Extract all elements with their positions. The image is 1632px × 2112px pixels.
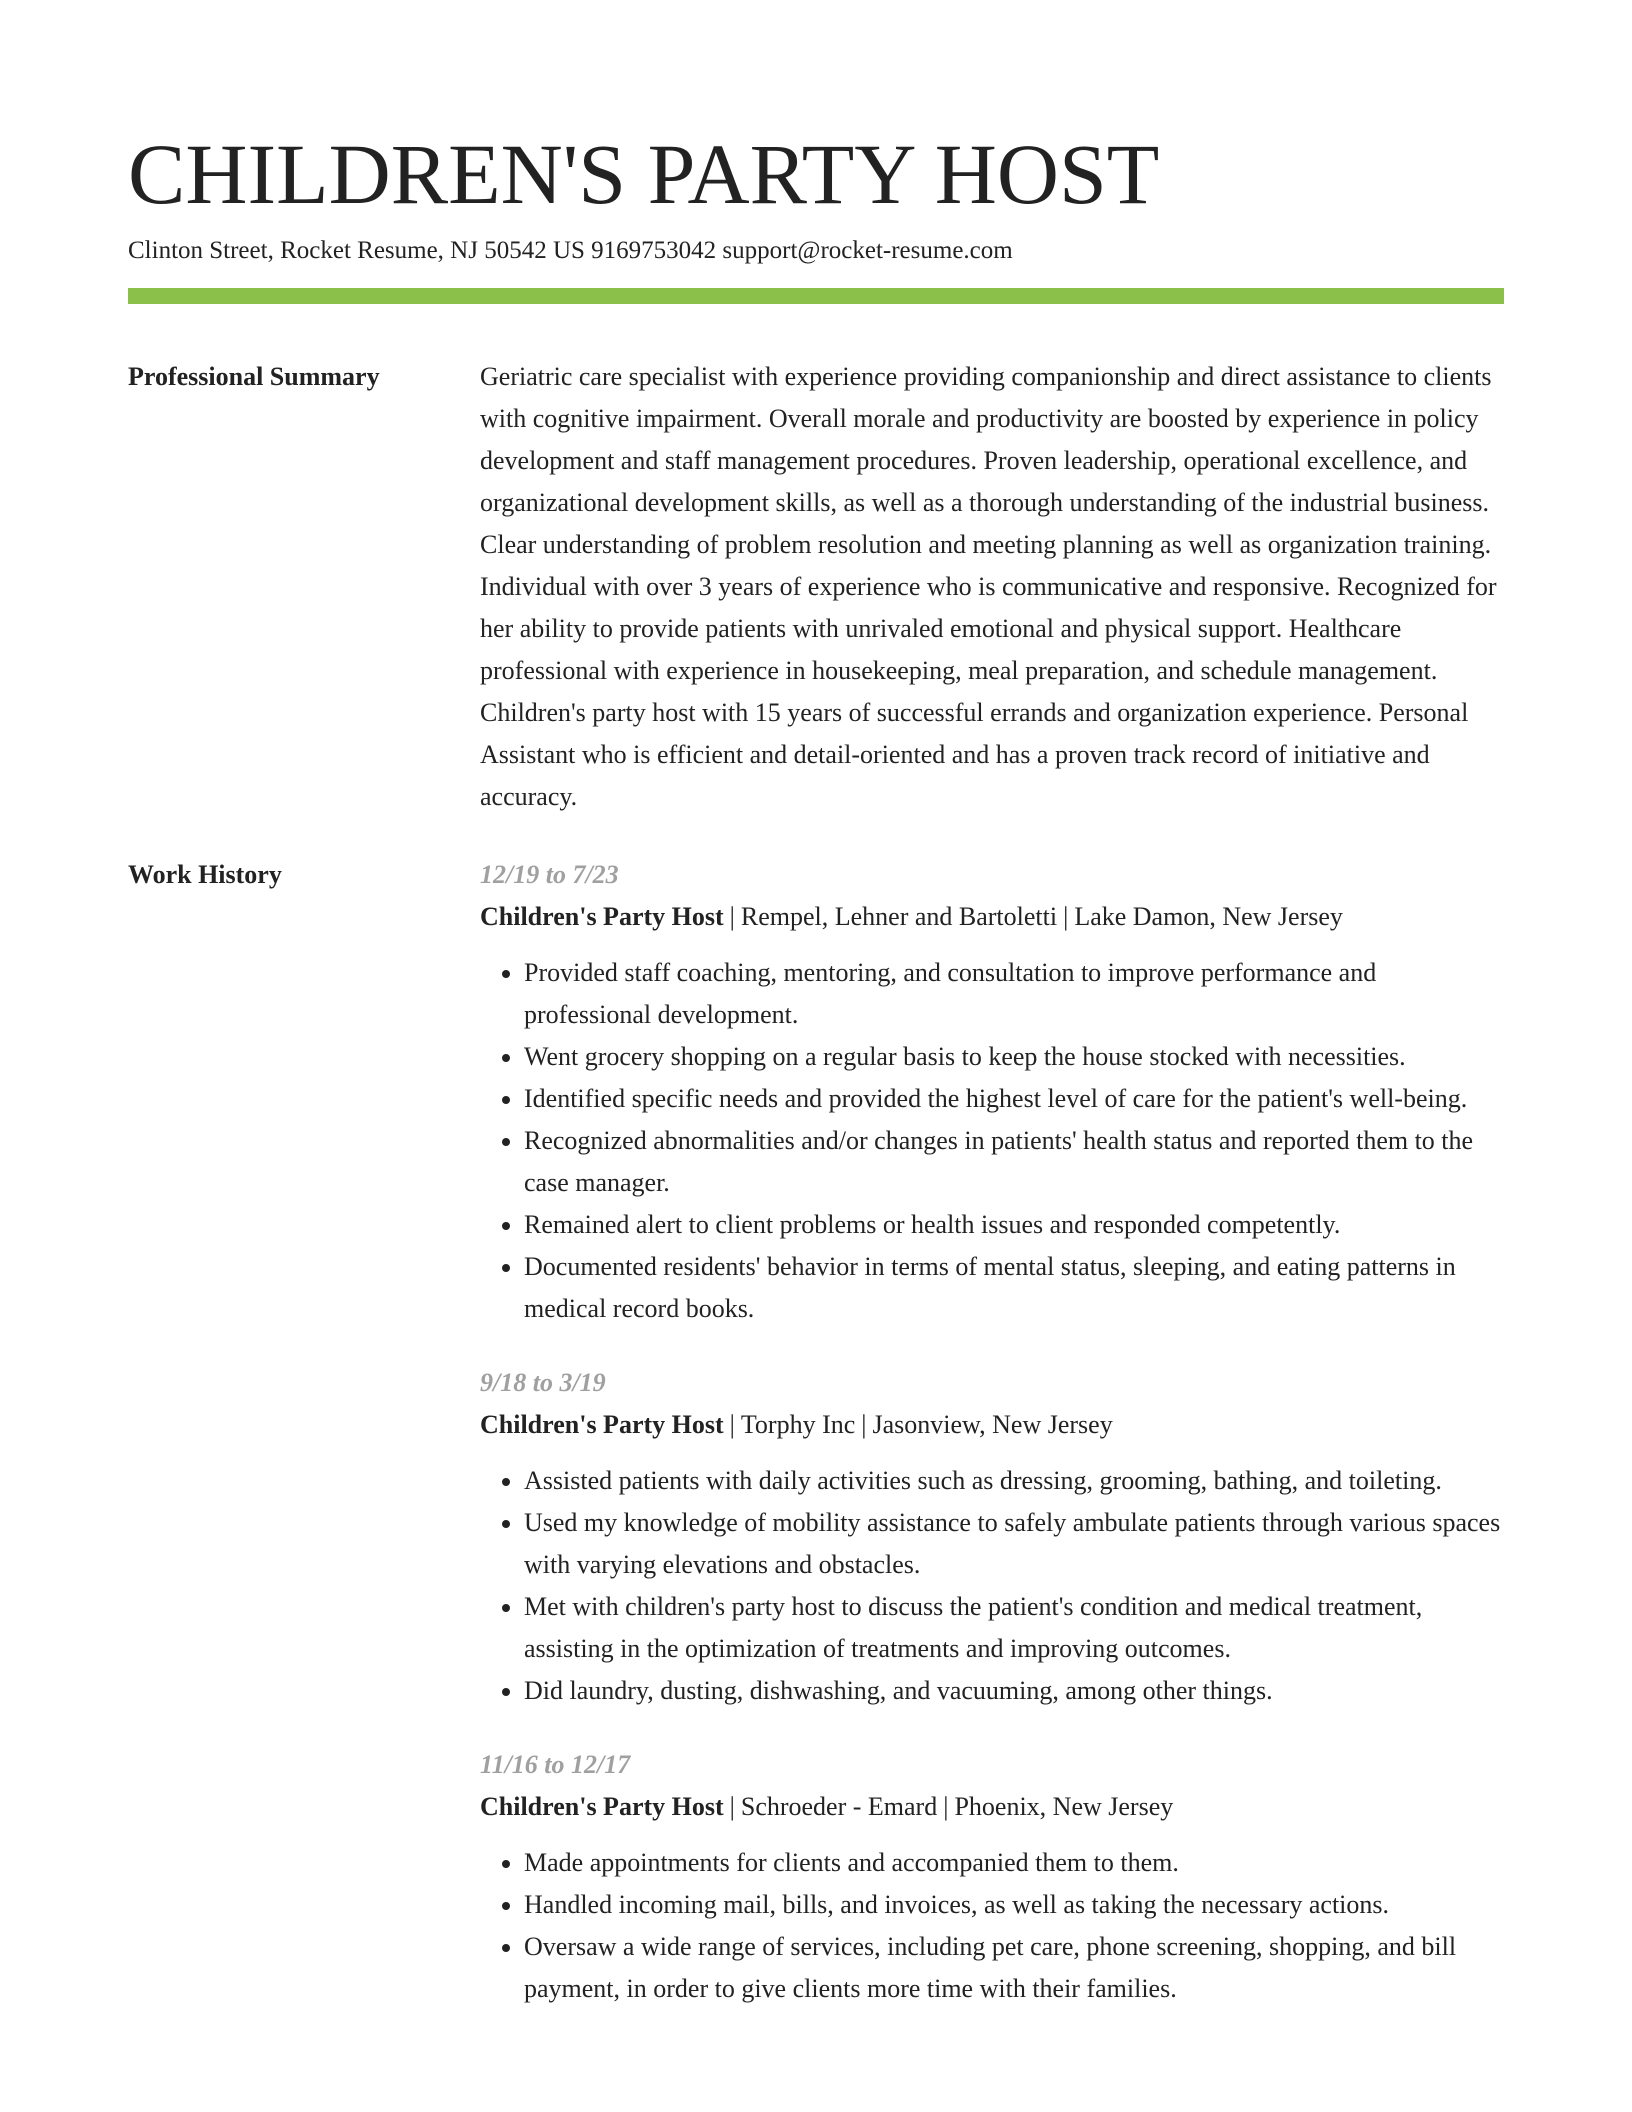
work-history-body — [480, 854, 1504, 2042]
contact-line — [128, 236, 1504, 266]
summary-text: Geriatric care specialist with experience providing companionship and direct assistance to clients with cognitive impairment. Overall morale and productivity are boosted by experience in policy development and staff management procedures. Proven leadership, operational excellence, and organizational development skills, as well as a thorough understanding of the industrial business. Clear understanding of problem resolution and meeting planning as well as organization training. Individual with over 3 years of experience who is communicative and responsive. Recognized for her ability to provide patients with unrivaled emotional and physical support. Healthcare professional with experience in housekeeping, meal preparation, and schedule management. Children's party host with 15 years of successful errands and organization experience. Personal Assistant who is efficient and detail-oriented and has a proven track record of initiative and accuracy. — [480, 362, 1497, 811]
job-duty: • Remained alert to client problems or health issues and responded competently. — [524, 1204, 1504, 1246]
contact-email: support@rocket-resume.com — [722, 237, 1013, 264]
job-duty: • Went grocery shopping on a regular basis to keep the house stocked with necessities. — [524, 1036, 1504, 1078]
separator: | — [729, 1792, 735, 1821]
summary-body — [480, 356, 1504, 818]
job-dates: 12/19 to 7/23 — [480, 860, 619, 889]
job-dates: 9/18 to 3/19 — [480, 1368, 606, 1397]
job-duty: • Provided staff coaching, mentoring, and consultation to improve performance and professional development. — [524, 952, 1504, 1036]
job-duty: • Used my knowledge of mobility assistance to safely ambulate patients through various spaces with varying elevations and obstacles. — [524, 1502, 1504, 1586]
candidate-name: CHILDREN'S PARTY HOST — [128, 126, 1160, 222]
job-duty: • Oversaw a wide range of services, including pet care, phone screening, shopping, and bill payment, in order to give clients more time with their families. — [524, 1926, 1504, 2010]
job-company: Rempel, Lehner and Bartoletti — [740, 902, 1058, 931]
job-duty: • Met with children's party host to discuss the patient's condition and medical treatment, assisting in the optimization of treatments and improving outcomes. — [524, 1586, 1504, 1670]
separator: | — [861, 1410, 867, 1439]
contact-phone: 9169753042 — [591, 237, 717, 264]
job-title-line — [480, 896, 1504, 938]
resume-page — [128, 124, 1504, 2042]
job-company: Schroeder - Emard — [740, 1792, 938, 1821]
summary-heading: Professional Summary — [128, 362, 380, 391]
separator: | — [729, 1410, 735, 1439]
job-title: Children's Party Host — [480, 1410, 724, 1439]
job-duties-list — [480, 1460, 1504, 1712]
work-history-heading: Work History — [128, 860, 282, 889]
job-title: Children's Party Host — [480, 1792, 724, 1821]
job-entry — [480, 1362, 1504, 1712]
job-dates: 11/16 to 12/17 — [480, 1750, 631, 1779]
job-title-line — [480, 1786, 1504, 1828]
header-divider — [128, 288, 1504, 304]
job-duty: • Assisted patients with daily activities such as dressing, grooming, bathing, and toileting. — [524, 1460, 1504, 1502]
separator: | — [1063, 902, 1069, 931]
job-duties-list — [480, 1842, 1504, 2010]
job-duty: • Made appointments for clients and accompanied them to them. — [524, 1842, 1504, 1884]
job-title: Children's Party Host — [480, 902, 724, 931]
job-company: Torphy Inc — [740, 1410, 856, 1439]
job-entry — [480, 1744, 1504, 2010]
job-duties-list — [480, 952, 1504, 1330]
job-duty: • Handled incoming mail, bills, and invoices, as well as taking the necessary actions. — [524, 1884, 1504, 1926]
separator: | — [943, 1792, 949, 1821]
separator: | — [729, 902, 735, 931]
job-location: Phoenix, New Jersey — [954, 1792, 1174, 1821]
job-duty: • Did laundry, dusting, dishwashing, and vacuuming, among other things. — [524, 1670, 1504, 1712]
job-location: Jasonview, New Jersey — [872, 1410, 1113, 1439]
job-location: Lake Damon, New Jersey — [1074, 902, 1343, 931]
job-duty: • Recognized abnormalities and/or changes in patients' health status and reported them to the case manager. — [524, 1120, 1504, 1204]
work-history-section — [128, 854, 1504, 2042]
job-duty: • Documented residents' behavior in terms of mental status, sleeping, and eating patterns in medical record books. — [524, 1246, 1504, 1330]
summary-section — [128, 356, 1504, 818]
job-title-line — [480, 1404, 1504, 1446]
job-entry — [480, 854, 1504, 1330]
job-duty: • Identified specific needs and provided the highest level of care for the patient's well-being. — [524, 1078, 1504, 1120]
contact-address: Clinton Street, Rocket Resume, NJ 50542 US — [128, 237, 585, 264]
